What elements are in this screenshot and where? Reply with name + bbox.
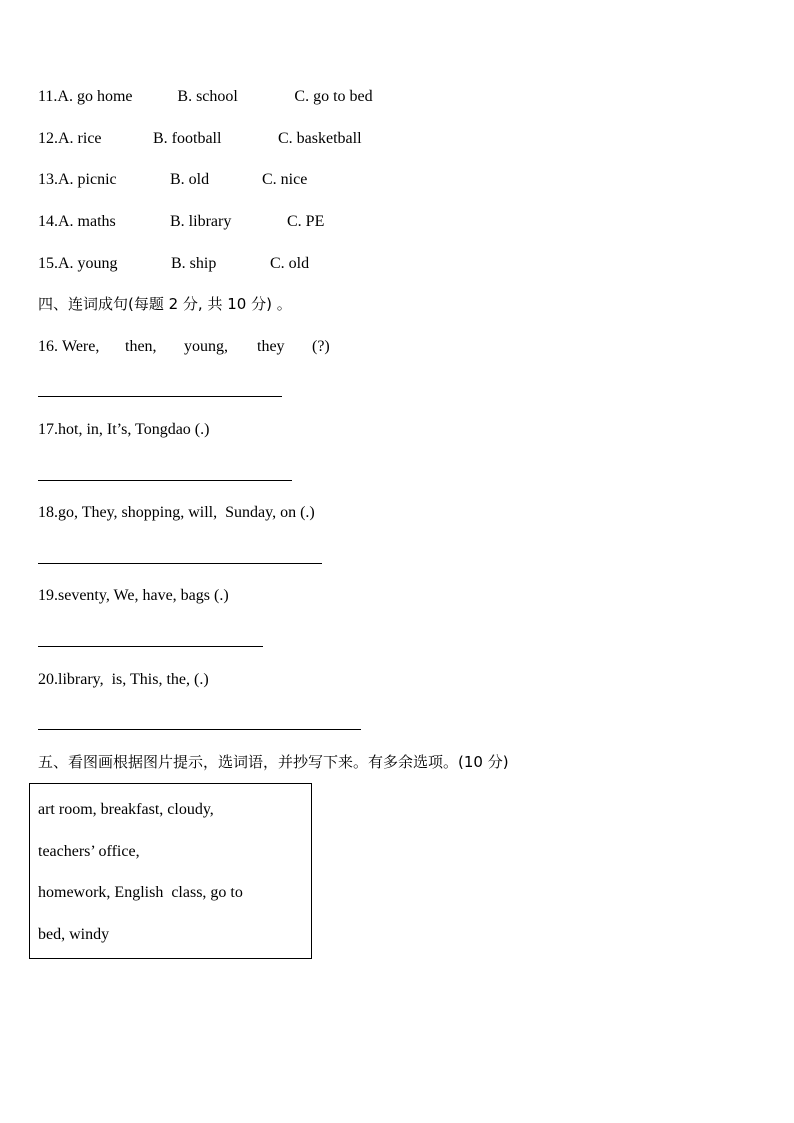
option-a: A. picnic — [58, 171, 117, 188]
option-a: A. rice — [58, 130, 102, 147]
word: then, — [125, 338, 157, 355]
question-number: 20. — [38, 671, 58, 688]
question-number: 16. — [38, 338, 58, 355]
option-b: B. football — [153, 130, 222, 147]
question-text: seventy, We, have, bags (.) — [58, 587, 229, 604]
option-c: C. go to bed — [294, 88, 373, 105]
question-15 — [38, 254, 309, 274]
word-bank-line: bed, windy — [38, 926, 110, 943]
word-bank-box — [29, 783, 312, 959]
answer-line[interactable] — [38, 480, 292, 481]
word: (?) — [312, 338, 330, 355]
option-b: B. old — [170, 171, 210, 188]
word: they — [257, 338, 285, 355]
word: Were, — [62, 338, 100, 355]
question-20 — [38, 670, 209, 690]
option-a: A. young — [58, 255, 118, 272]
question-number: 11. — [38, 88, 58, 105]
answer-line[interactable] — [38, 646, 263, 647]
question-17 — [38, 420, 209, 440]
question-13 — [38, 170, 307, 190]
question-number: 19. — [38, 587, 58, 604]
word-bank-line: homework, English class, go to — [38, 884, 243, 901]
word-bank-line: teachers’ office, — [38, 843, 140, 860]
answer-line[interactable] — [38, 563, 322, 564]
question-number: 18. — [38, 504, 58, 521]
option-c: C. basketball — [278, 130, 362, 147]
question-text: go, They, shopping, will, Sunday, on (.) — [58, 504, 315, 521]
question-16 — [38, 337, 330, 357]
question-14 — [38, 212, 324, 232]
option-a: A. maths — [58, 213, 116, 230]
question-19 — [38, 586, 229, 606]
question-number: 12. — [38, 130, 58, 147]
question-12 — [38, 129, 362, 149]
option-b: B. school — [177, 88, 238, 105]
answer-line[interactable] — [38, 729, 361, 730]
question-number: 17. — [38, 421, 58, 438]
option-a: A. go home — [57, 88, 133, 105]
option-c: C. PE — [287, 213, 325, 230]
question-number: 15. — [38, 255, 58, 272]
section-4-title: 四、连词成句(每题 2 分, 共 10 分) 。 — [38, 295, 292, 313]
option-c: C. nice — [262, 171, 308, 188]
question-text: hot, in, It’s, Tongdao (.) — [58, 421, 210, 438]
question-text: library, is, This, the, (.) — [58, 671, 209, 688]
word-bank-line: art room, breakfast, cloudy, — [38, 801, 214, 818]
question-number: 13. — [38, 171, 58, 188]
answer-line[interactable] — [38, 396, 282, 397]
option-b: B. library — [170, 213, 232, 230]
question-number: 14. — [38, 213, 58, 230]
section-5-title: 五、看图画根据图片提示，选词语，并抄写下来。有多余选项。(10 分) — [38, 753, 509, 771]
option-b: B. ship — [171, 255, 217, 272]
question-11 — [38, 87, 373, 107]
question-18 — [38, 503, 315, 523]
word: young, — [184, 338, 228, 355]
option-c: C. old — [270, 255, 310, 272]
